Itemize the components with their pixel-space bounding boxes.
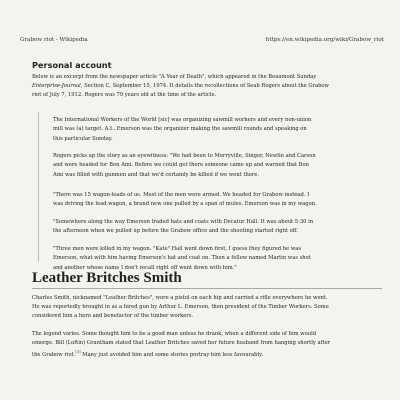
body-line: considered him a hero and benefactor of the timber workers. [32, 313, 194, 319]
intro-line: Enterprise-Journal, Section C, September 15, 1974. It details the recollections of Seab Rogers about the Grabow [32, 83, 329, 89]
quote-line: and were headed for Bon Ami. Before we could get there someone came up and warned that Bon [53, 162, 310, 169]
quote-line: The International Workers of the World [sic] was organizing sawmill workers and every non-union [53, 117, 312, 123]
quote-paragraph [53, 116, 379, 144]
intro-line: Below is an excerpt from the newspaper article "A Year of Death", which appeared in the Beaumont Sunday [32, 74, 317, 80]
quote-line: "Somewhere along the way Emerson traded hats and coats with Decatur Hall. It was about 5:30 in [53, 219, 314, 225]
heading-divider [32, 288, 382, 289]
quote-paragraph [53, 152, 379, 180]
newspaper-title: Enterprise-Journal [32, 83, 81, 89]
quote-line: "There was 15 wagon-loads of us. Most of the men were armed. We headed for Grabow instead. I [53, 192, 310, 198]
quote-line: the afternoon when we pulled up before the Grabow office and the shooting started right off. [53, 228, 298, 235]
reference-link[interactable]: [3] [75, 350, 81, 354]
body-line: emerge. Bill (Loftin) Grantham stated that Leather Britches saved her future husband from hanging shortly after [32, 340, 331, 346]
quote-line: mill was (a) target. A.L. Emerson was the organizer making the sawmill rounds and speaking on [53, 126, 307, 133]
body-line: The legend varies. Some thought him to be a good man unless he drank, when a different side of him would [32, 331, 317, 337]
body-line: He was reportedly brought in as a hired gun by Arthur L. Emerson, then president of the Timber Workers. Some [32, 304, 329, 310]
blockquote [38, 112, 383, 271]
intro-line: riot of July 7, 1912. Rogers was 79 years old at the time of the article. [32, 92, 217, 98]
quote-paragraph [53, 218, 379, 237]
quote-line: Rogers picks up the story as an eyewitness: "We had been to Merryville, Singer, Newlin and Carson [53, 153, 316, 159]
quote-line: and another whose name I don't recall right off went down with him." [53, 264, 237, 271]
quote-line: this particular Sunday. [53, 135, 113, 142]
quote-paragraph [53, 191, 379, 210]
quote-paragraph [53, 245, 379, 273]
body-paragraph [32, 330, 380, 360]
body-line: Charles Smith, nicknamed "Leather Britches", wore a pistol on each hip and carried a rifle everywhere he went. [32, 295, 328, 301]
quote-line: Emerson, what with him having Emerson's hat and coat on. Then a fellow named Martin was shot [53, 255, 311, 262]
body-paragraph [32, 294, 380, 321]
body-line: the Grabow riot.[3] Many just avoided him and some stories portray him less favourably. [32, 350, 264, 358]
page-title-header: Grabow riot - Wikipedia [20, 37, 88, 43]
print-header [20, 37, 384, 43]
quote-line: was driving the lead wagon, a brand new one pulled by a span of mules. Emerson was in my wagon. [53, 201, 317, 208]
quote-line: "Three men were killed in my wagon. "Kate" Hall went down first, I guess they figured he was [53, 246, 302, 252]
page-url: https://en.wikipedia.org/wiki/Grabow_riot [265, 37, 384, 43]
section-heading-leather-britches-smith: Leather Britches Smith [32, 270, 182, 286]
intro-paragraph [32, 73, 380, 100]
section-heading-personal-account: Personal account [32, 60, 112, 70]
quote-line: Ami was filled with gunmen and that we'd certainly be killed if we went there. [53, 171, 260, 178]
